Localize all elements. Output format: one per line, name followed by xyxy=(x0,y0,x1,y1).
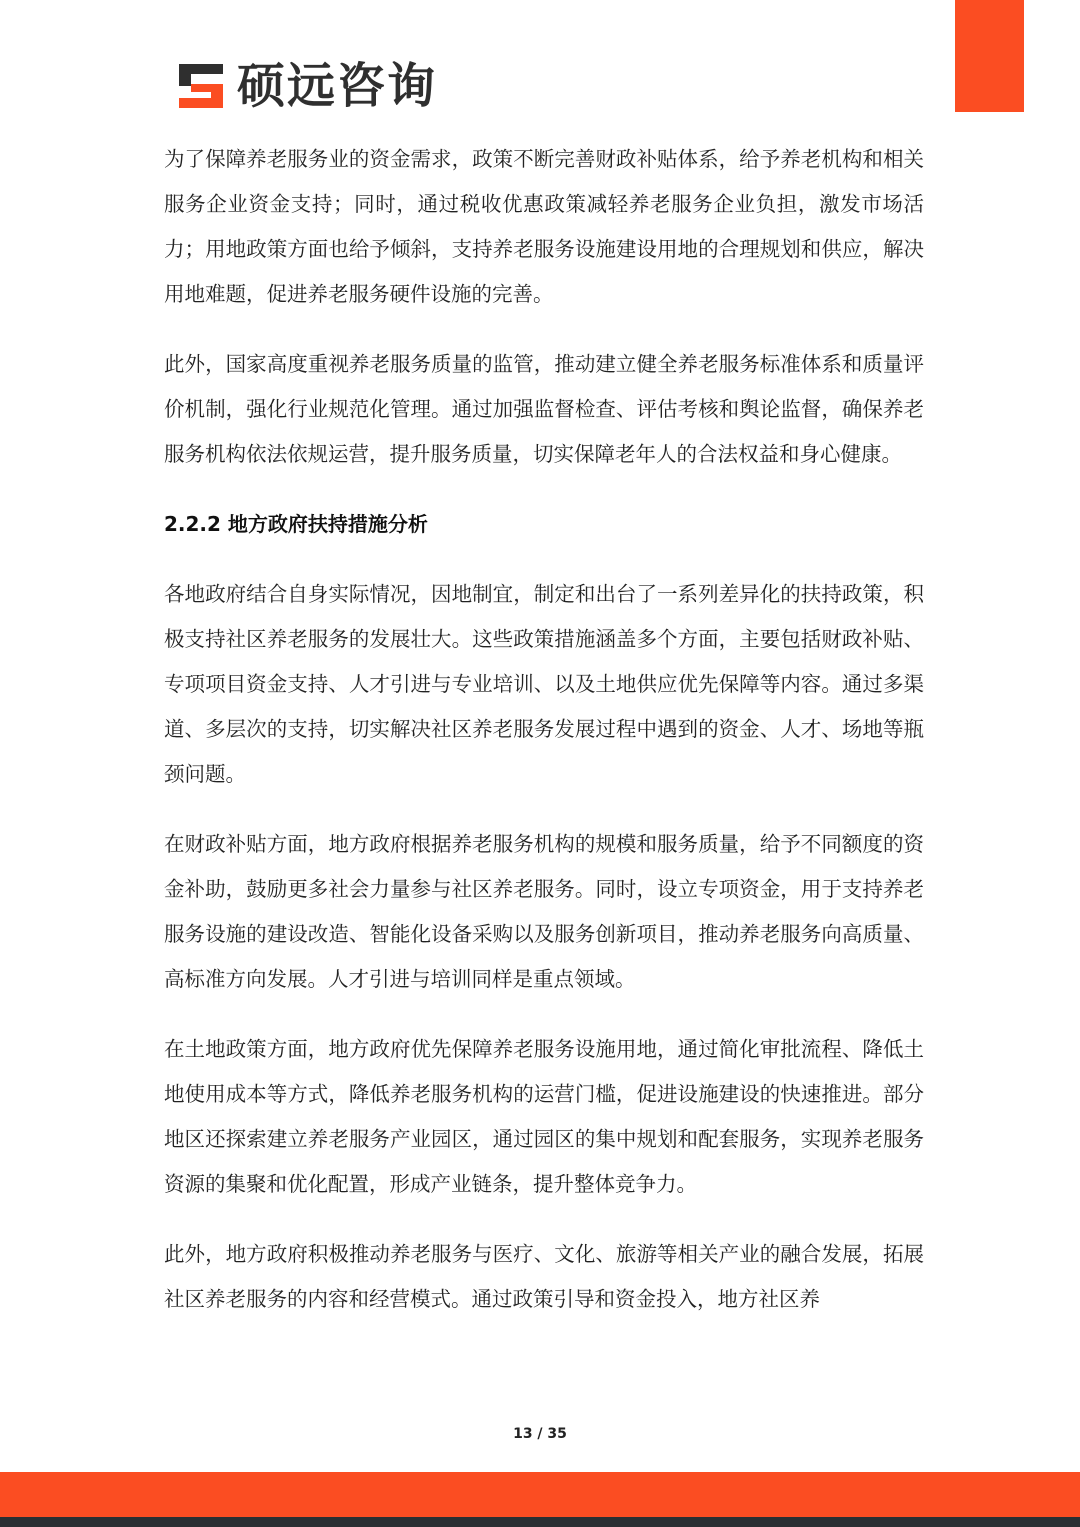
paragraph: 此外，地方政府积极推动养老服务与医疗、文化、旅游等相关产业的融合发展，拓展社区养老服务的内容和经营模式。通过政策引导和资金投入，地方社区养 xyxy=(164,1242,924,1311)
paragraph: 在财政补贴方面，地方政府根据养老服务机构的规模和服务质量，给予不同额度的资金补助，鼓励更多社会力量参与社区养老服务。同时，设立专项资金，用于支持养老服务设施的建设改造、智能化设备采购以及服务创新项目，推动养老服务向高质量、高标准方向发展。人才引进与培训同样是重点领域。 xyxy=(164,832,924,991)
paragraph: 为了保障养老服务业的资金需求，政策不断完善财政补贴体系，给予养老机构和相关服务企业资金支持；同时，通过税收优惠政策减轻养老服务企业负担，激发市场活力；用地政策方面也给予倾斜，支持养老服务设施建设用地的合理规划和供应，解决用地难题，促进养老服务硬件设施的完善。 xyxy=(164,147,924,306)
page-number: 13 / 35 xyxy=(513,1426,567,1442)
section-heading: 2.2.2 地方政府扶持措施分析 xyxy=(164,512,428,536)
brand-name: 硕远咨询 xyxy=(237,58,438,114)
footer-accent-bar xyxy=(0,1472,1080,1517)
s-mark-icon xyxy=(175,60,227,112)
corner-accent-block xyxy=(955,0,1024,112)
paragraph: 此外，国家高度重视养老服务质量的监管，推动建立健全养老服务标准体系和质量评价机制，强化行业规范化管理。通过加强监督检查、评估考核和舆论监督，确保养老服务机构依法依规运营，提升服务质量，切实保障老年人的合法权益和身心健康。 xyxy=(164,352,924,466)
paragraph: 在土地政策方面，地方政府优先保障养老服务设施用地，通过简化审批流程、降低土地使用成本等方式，降低养老服务机构的运营门槛，促进设施建设的快速推进。部分地区还探索建立养老服务产业园区，通过园区的集中规划和配套服务，实现养老服务资源的集聚和优化配置，形成产业链条，提升整体竞争力。 xyxy=(164,1037,924,1196)
document-body xyxy=(164,137,924,1347)
brand-logo xyxy=(175,58,437,114)
paragraph: 各地政府结合自身实际情况，因地制宜，制定和出台了一系列差异化的扶持政策，积极支持社区养老服务的发展壮大。这些政策措施涵盖多个方面，主要包括财政补贴、专项项目资金支持、人才引进与专业培训、以及土地供应优先保障等内容。通过多渠道、多层次的支持，切实解决社区养老服务发展过程中遇到的资金、人才、场地等瓶颈问题。 xyxy=(164,582,924,786)
footer-dark-strip xyxy=(0,1517,1080,1527)
